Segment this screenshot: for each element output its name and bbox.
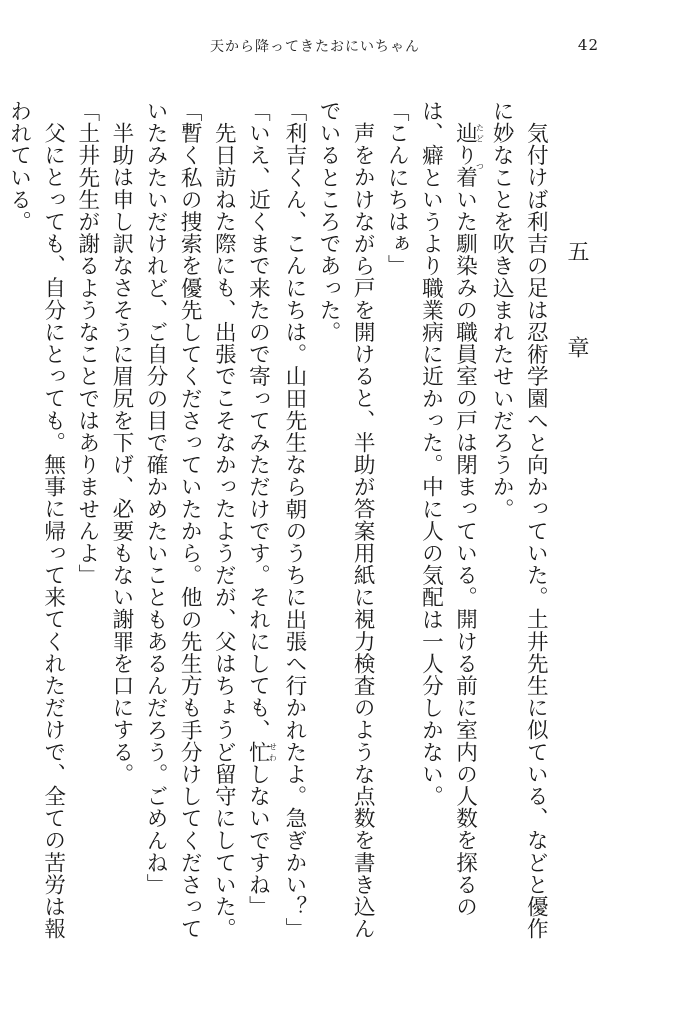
running-header xyxy=(0,36,683,58)
dialogue-line: 「利吉くん、こんにちは。山田先生なら朝のうちに出張へ行かれたよ。急ぎかい？」 xyxy=(281,100,307,940)
paragraph: 半助は申し訳なさそうに眉尻を下げ、必要もない謝罪を口にする。 xyxy=(108,121,134,785)
paragraph: 声をかけながら戸を開けると、半助が答案用紙に視力検査のような点数を書き込んでいるところであった。 xyxy=(316,100,376,940)
vertical-text-body xyxy=(6,100,599,960)
ruby-word: り着つ xyxy=(452,143,485,188)
dialogue-line: 「いえ、近くまで来たので寄ってみただけです。それにしても、忙せわしないですね」 xyxy=(245,100,278,918)
dialogue-line: 「土井先生が謝るようなことではありませんよ」 xyxy=(74,100,100,587)
ruby-word: 忙せわ xyxy=(245,740,278,764)
chapter-heading: 五 章 xyxy=(564,240,589,384)
paragraph: 辿たどり着ついた馴染みの職員室の戸は閉まっている。開ける前に室内の人数を探るのは、癖というより職業病に近かった。中に人の気配は一人分しかない。 xyxy=(418,100,485,918)
book-title: 天から降ってきたおにいちゃん xyxy=(210,39,420,55)
paragraph: 先日訪ねた際にも、出張でこそなかったようだが、父はちょうど留守にしていた。 xyxy=(211,121,237,940)
dialogue-line: 「こんにちはぁ」 xyxy=(384,100,410,277)
dialogue-line: 「暫く私の捜索を優先してくださっていたから。他の先生方も手分けしてくださっていたみたいだけれど、ご自分の目で確かめたいこともあるんだろう。ごめんね」 xyxy=(143,100,203,940)
paragraph: 父にとっても、自分にとっても。無事に帰って来てくれただけで、全ての苦労は報われている。 xyxy=(6,100,66,940)
page-number: 42 xyxy=(577,36,599,54)
paragraph: 気付けば利吉の足は忍術学園へと向かっていた。土井先生に似ている、などと優作に妙なことを吹き込まれたせいだろうか。 xyxy=(489,100,549,940)
ruby-word: 辿たど xyxy=(452,121,485,144)
